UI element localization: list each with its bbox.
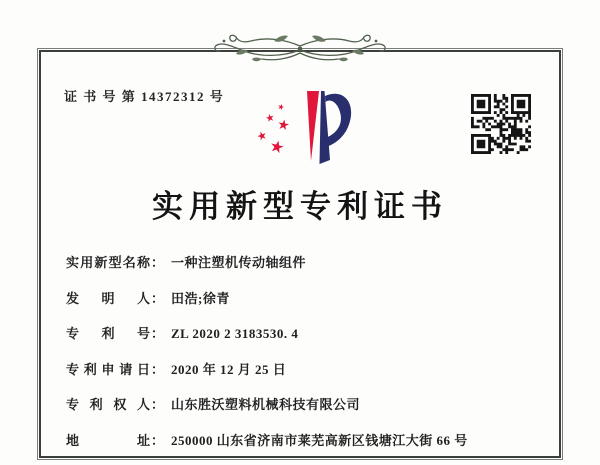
fields	[66, 252, 540, 465]
logo-p-bowl	[323, 94, 351, 148]
logo-navy-stem	[320, 91, 331, 164]
field-value: 田浩;徐青	[171, 290, 230, 306]
field-colon: ：	[151, 290, 165, 306]
field-row	[66, 359, 540, 380]
logo-red-wedge	[307, 91, 319, 161]
field-row	[66, 252, 540, 273]
field-colon: ：	[151, 255, 165, 270]
field-value: 一种注塑机传动轴组件	[171, 255, 307, 270]
field-row	[66, 288, 540, 309]
field-colon: ：	[151, 397, 165, 412]
field-label: 专利权人	[66, 397, 150, 412]
logo-stars	[256, 103, 289, 154]
scroll-ornament-icon	[204, 29, 396, 67]
field-row	[66, 323, 540, 344]
field-value: 山东胜沃塑料机械科技有限公司	[171, 397, 361, 412]
field-colon: ：	[151, 432, 165, 448]
field-value: 250000 山东省济南市莱芜高新区钱塘江大街 66 号	[171, 432, 468, 448]
ornament-center-dot	[298, 47, 303, 52]
field-label: 专利申请日	[66, 361, 150, 377]
qr-code-icon	[470, 94, 532, 154]
field-row	[66, 430, 540, 451]
field-colon: ：	[151, 326, 165, 341]
field-value: 2020 年 12 月 25 日	[171, 361, 287, 377]
field-label: 地址	[66, 432, 150, 448]
field-colon: ：	[151, 361, 165, 377]
field-label: 实用新型名称	[66, 255, 150, 270]
certificate-title: 实用新型专利证书	[152, 189, 448, 224]
cnipa-patent-logo-icon	[245, 88, 355, 168]
field-value: ZL 2020 2 3183530. 4	[171, 326, 299, 341]
field-label: 专利号	[66, 326, 150, 341]
field-label: 发明人	[66, 290, 150, 306]
field-row	[66, 394, 540, 415]
certificate-number: 证 书 号 第 14372312 号	[64, 89, 225, 104]
